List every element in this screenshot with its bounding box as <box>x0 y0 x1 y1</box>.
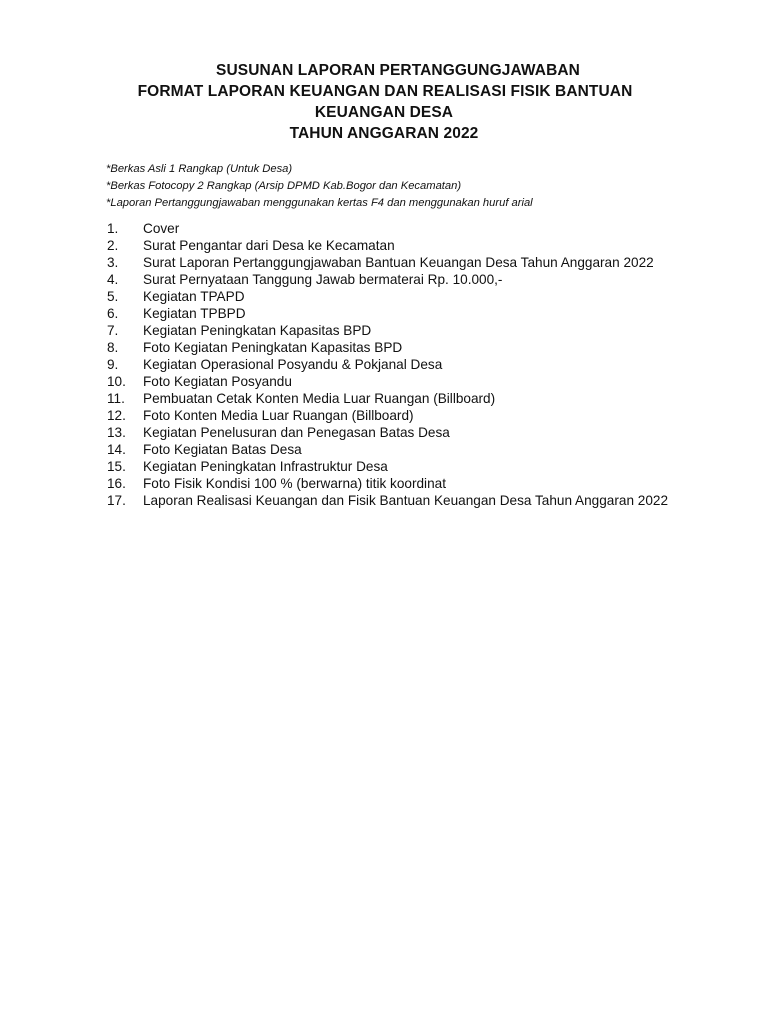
list-item <box>107 458 699 475</box>
list-item-text: Foto Konten Media Luar Ruangan (Billboard) <box>143 408 414 423</box>
list-item-number: 11. <box>107 391 125 406</box>
list-item-text: Foto Fisik Kondisi 100 % (berwarna) titik koordinat <box>143 476 446 491</box>
list-item <box>107 492 699 509</box>
list-item-number: 17. <box>107 493 126 508</box>
list-item-number: 15. <box>107 459 126 474</box>
list-item-number: 12. <box>107 408 126 423</box>
list-item <box>107 254 699 271</box>
title-line-4: TAHUN ANGGARAN 2022 <box>289 125 479 142</box>
list-item-text: Cover <box>143 221 180 236</box>
list-item <box>107 305 699 322</box>
list-item-number: 9. <box>107 357 119 372</box>
list-item-number: 13. <box>107 425 126 440</box>
list-item-number: 6. <box>107 306 119 321</box>
list-item-text: Kegiatan Peningkatan Kapasitas BPD <box>143 323 372 338</box>
list-item <box>107 424 699 441</box>
list-item-text: Laporan Realisasi Keuangan dan Fisik Bantuan Keuangan Desa Tahun Anggaran 2022 <box>143 493 669 508</box>
list-item-number: 7. <box>107 323 119 338</box>
note-photocopy: *Berkas Fotocopy 2 Rangkap (Arsip DPMD Kab.Bogor dan Kecamatan) <box>106 179 462 192</box>
list-item <box>107 373 699 390</box>
list-item-number: 2. <box>107 238 119 253</box>
list-item-text: Kegiatan Peningkatan Infrastruktur Desa <box>143 459 388 474</box>
list-item <box>107 220 699 237</box>
list-item-text: Surat Pengantar dari Desa ke Kecamatan <box>143 238 395 253</box>
document-list <box>107 220 707 509</box>
list-item-number: 16. <box>107 476 126 491</box>
list-item <box>107 237 699 254</box>
list-item-number: 3. <box>107 255 119 270</box>
list-item <box>107 407 699 424</box>
list-item-number: 14. <box>107 442 126 457</box>
note-original-copy: *Berkas Asli 1 Rangkap (Untuk Desa) <box>106 163 293 175</box>
list-item <box>107 390 699 407</box>
list-item-text: Pembuatan Cetak Konten Media Luar Ruangan (Billboard) <box>143 391 496 406</box>
list-item-text: Foto Kegiatan Batas Desa <box>143 442 302 457</box>
note-paper-font: *Laporan Pertanggungjawaban menggunakan kertas F4 dan menggunakan huruf arial <box>106 196 533 209</box>
list-item-text: Surat Laporan Pertanggungjawaban Bantuan Keuangan Desa Tahun Anggaran 2022 <box>143 255 654 270</box>
list-item-number: 5. <box>107 289 119 304</box>
title-line-3: KEUANGAN DESA <box>314 104 454 121</box>
title-line-2: FORMAT LAPORAN KEUANGAN DAN REALISASI FISIK BANTUAN <box>137 83 633 100</box>
list-item-text: Kegiatan Penelusuran dan Penegasan Batas Desa <box>143 425 450 440</box>
list-item-number: 4. <box>107 272 119 287</box>
list-item <box>107 288 699 305</box>
list-item-text: Kegiatan Operasional Posyandu & Pokjanal Desa <box>143 357 443 372</box>
list-item-number: 10. <box>107 374 126 389</box>
list-item-text: Kegiatan TPAPD <box>143 289 245 304</box>
list-item <box>107 441 699 458</box>
list-item <box>107 271 699 288</box>
list-item-text: Foto Kegiatan Peningkatan Kapasitas BPD <box>143 340 403 355</box>
list-item-number: 8. <box>107 340 119 355</box>
list-item <box>107 322 699 339</box>
list-item-number: 1. <box>107 221 119 236</box>
list-item <box>107 356 699 373</box>
title-line-1: SUSUNAN LAPORAN PERTANGGUNGJAWABAN <box>216 62 580 79</box>
list-item-text: Foto Kegiatan Posyandu <box>143 374 292 389</box>
list-item <box>107 339 699 356</box>
notes-section <box>106 161 706 211</box>
list-item <box>107 475 699 492</box>
list-item-text: Surat Pernyataan Tanggung Jawab bermaterai Rp. 10.000,- <box>143 272 503 287</box>
document-title <box>0 60 768 144</box>
list-item-text: Kegiatan TPBPD <box>143 306 246 321</box>
